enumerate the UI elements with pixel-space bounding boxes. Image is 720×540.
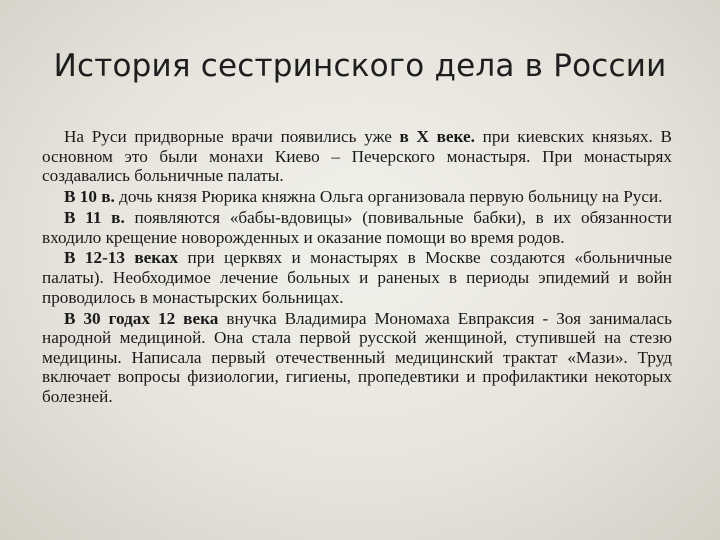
paragraph-1	[42, 127, 672, 186]
paragraph-4-text: при церквях и монастырях в Москве создаются «больничные палаты). Необходимое лечение больных и раненых в периоды эпидемий и войн проводилось в монастырских больницах.	[42, 248, 672, 307]
paragraph-5-text: внучка Владимира Мономаха Евпраксия - Зоя занималась народной медициной. Она стала первой русской женщиной, ступившей на стезю медицины. Написала первый отечественный медицинский трактат «Мази». Труд включает вопросы физиологии, гигиены, пропедевтики и профилактики некоторых болезней.	[42, 308, 672, 406]
paragraph-3	[42, 208, 672, 247]
slide-body	[42, 127, 672, 408]
paragraph-2	[42, 187, 672, 207]
slide-title: История сестринского дела в России	[53, 48, 667, 84]
paragraph-2-text: дочь князя Рюрика княжна Ольга организовала первую больницу на Руси.	[114, 187, 663, 207]
paragraph-1-text: при киевских князьях. В основном это были монахи Киево – Печерского монастыря. При монастырях создавались больничные палаты.	[42, 127, 672, 186]
paragraph-4	[42, 248, 672, 307]
paragraph-4-lead: В 12-13 веках	[64, 248, 179, 268]
paragraph-3-lead: В 11 в.	[64, 207, 125, 227]
paragraph-5	[42, 309, 672, 407]
paragraph-2-lead: В 10 в.	[64, 187, 115, 207]
paragraph-5-lead: В 30 годах 12 века	[64, 308, 219, 328]
paragraph-1-bold: в X веке.	[399, 127, 475, 146]
paragraph-1-text-before: На Руси придворные врачи появились уже	[64, 127, 400, 146]
paragraph-3-text: появляются «бабы-вдовицы» (повивальные бабки), в их обязанности входило крещение новорожденных и оказание помощи во время родов.	[42, 207, 672, 247]
